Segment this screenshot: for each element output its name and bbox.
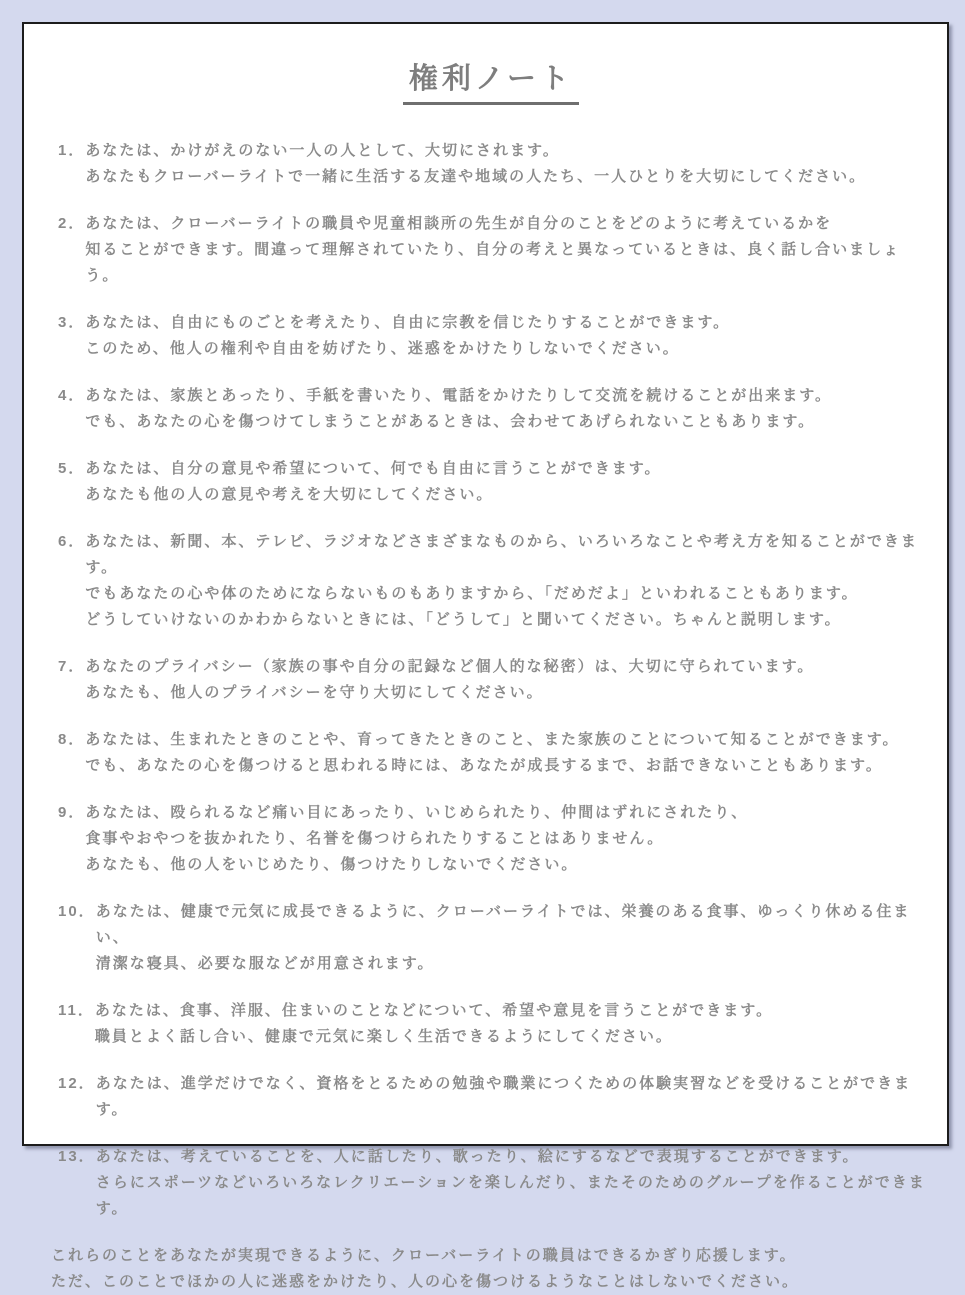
item-number: 4． — [58, 387, 86, 404]
item-line: 清潔な寝具、必要な服などが用意されます。 — [95, 955, 435, 972]
closing-note — [51, 1243, 931, 1295]
item-line: あなたも、他の人をいじめたり、傷つけたりしないでください。 — [85, 856, 579, 873]
item-text — [96, 1144, 931, 1222]
item-number: 3． — [58, 314, 86, 331]
item-text — [85, 310, 931, 362]
item-number: 2． — [58, 215, 86, 232]
list-item — [51, 529, 931, 633]
item-line: 知ることができます。間違って理解されていたり、自分の考えと異なっているときは、良く話し合いましょう。 — [85, 241, 901, 284]
item-line: でも、あなたの心を傷つけると思われる時には、あなたが成長するまで、お話できないこともあります。 — [85, 757, 883, 774]
list-item — [51, 383, 931, 435]
item-text — [96, 1071, 931, 1123]
item-number: 8． — [58, 731, 86, 748]
item-line: あなたは、新聞、本、テレビ、ラジオなどさまざまなものから、いろいろなことや考え方を知ることができます。 — [85, 533, 918, 576]
item-number: 13． — [58, 1148, 96, 1165]
item-number: 10． — [58, 903, 96, 920]
list-item — [51, 456, 931, 508]
list-item — [51, 654, 931, 706]
item-text — [96, 899, 931, 977]
item-number: 1． — [58, 142, 86, 159]
list-item — [51, 310, 931, 362]
item-line: あなたは、かけがえのない一人の人として、大切にされます。 — [85, 142, 560, 159]
item-text — [85, 529, 931, 633]
item-text — [85, 138, 931, 190]
item-line: でも、あなたの心を傷つけてしまうことがあるときは、会わせてあげられないこともあります。 — [85, 413, 816, 430]
item-text — [85, 800, 931, 878]
item-line: あなたもクローバーライトで一緒に生活する友達や地域の人たち、一人ひとりを大切にしてください。 — [85, 168, 867, 185]
page-title: 権利ノート — [403, 56, 579, 105]
item-line: あなたも、他人のプライバシーを守り大切にしてください。 — [85, 684, 544, 701]
item-text — [85, 654, 931, 706]
closing-note-line: ただ、このことでほかの人に迷惑をかけたり、人の心を傷つけるようなことはしないでください。 — [51, 1273, 800, 1290]
item-line: あなたは、健康で元気に成長できるように、クローバーライトでは、栄養のある食事、ゆっくり休める住まい、 — [95, 903, 911, 946]
rights-note-document — [22, 22, 949, 1290]
item-line: どうしていけないのかわからないときには、「どうして」と聞いてください。ちゃんと説明します。 — [85, 611, 842, 628]
list-item — [51, 998, 931, 1050]
item-line: あなたも他の人の意見や考えを大切にしてください。 — [85, 486, 494, 503]
list-item — [51, 1144, 931, 1222]
item-line: あなたは、食事、洋服、住まいのことなどについて、希望や意見を言うことができます。 — [94, 1002, 774, 1019]
item-text — [85, 383, 931, 435]
closing-note-line: これらのことをあなたが実現できるように、クローバーライトの職員はできるかぎり応援します。 — [51, 1247, 797, 1264]
item-number: 5． — [58, 460, 86, 477]
item-line: あなたは、進学だけでなく、資格をとるための勉強や職業につくための体験実習などを受けることができます。 — [95, 1075, 912, 1118]
item-line: あなたは、家族とあったり、手紙を書いたり、電話をかけたりして交流を続けることが出来ます。 — [85, 387, 832, 404]
list-item — [51, 727, 931, 779]
rights-list — [51, 138, 931, 1222]
item-line: あなたは、自由にものごとを考えたり、自由に宗教を信じたりすることができます。 — [85, 314, 731, 331]
item-line: あなたは、生まれたときのことや、育ってきたときのこと、また家族のことについて知ることができます。 — [85, 731, 900, 748]
list-item — [51, 899, 931, 977]
item-line: あなたのプライバシー（家族の事や自分の記録など個人的な秘密）は、大切に守られています。 — [85, 658, 815, 675]
item-line: あなたは、考えていることを、人に話したり、歌ったり、絵にするなどで表現することができます。 — [95, 1148, 860, 1165]
item-line: あなたは、クローバーライトの職員や児童相談所の先生が自分のことをどのように考えているかを — [85, 215, 833, 232]
item-line: あなたは、自分の意見や希望について、何でも自由に言うことができます。 — [85, 460, 662, 477]
item-line: さらにスポーツなどいろいろなレクリエーションを楽しんだり、またそのためのグループを作ることができます。 — [95, 1174, 926, 1217]
item-text — [95, 998, 931, 1050]
item-number: 12． — [58, 1075, 96, 1092]
list-item — [51, 138, 931, 190]
list-item — [51, 800, 931, 878]
item-line: あなたは、殴られるなど痛い目にあったり、いじめられたり、仲間はずれにされたり、 — [85, 804, 749, 821]
list-item — [51, 1071, 931, 1123]
item-number: 11． — [58, 1002, 95, 1019]
item-number: 7． — [58, 658, 86, 675]
item-number: 9． — [58, 804, 86, 821]
item-text — [85, 456, 931, 508]
item-line: 職員とよく話し合い、健康で元気に楽しく生活できるようにしてください。 — [94, 1028, 673, 1045]
item-line: このため、他人の権利や自由を妨げたり、迷惑をかけたりしないでください。 — [85, 340, 680, 357]
list-item — [51, 211, 931, 289]
item-text — [85, 727, 931, 779]
title-area — [51, 56, 931, 105]
item-line: 食事やおやつを抜かれたり、名誉を傷つけられたりすることはありません。 — [85, 830, 665, 847]
item-text — [85, 211, 931, 289]
item-number: 6． — [58, 533, 86, 550]
item-line: でもあなたの心や体のためにならないものもありますから、「だめだよ」といわれることもあります。 — [85, 585, 859, 602]
